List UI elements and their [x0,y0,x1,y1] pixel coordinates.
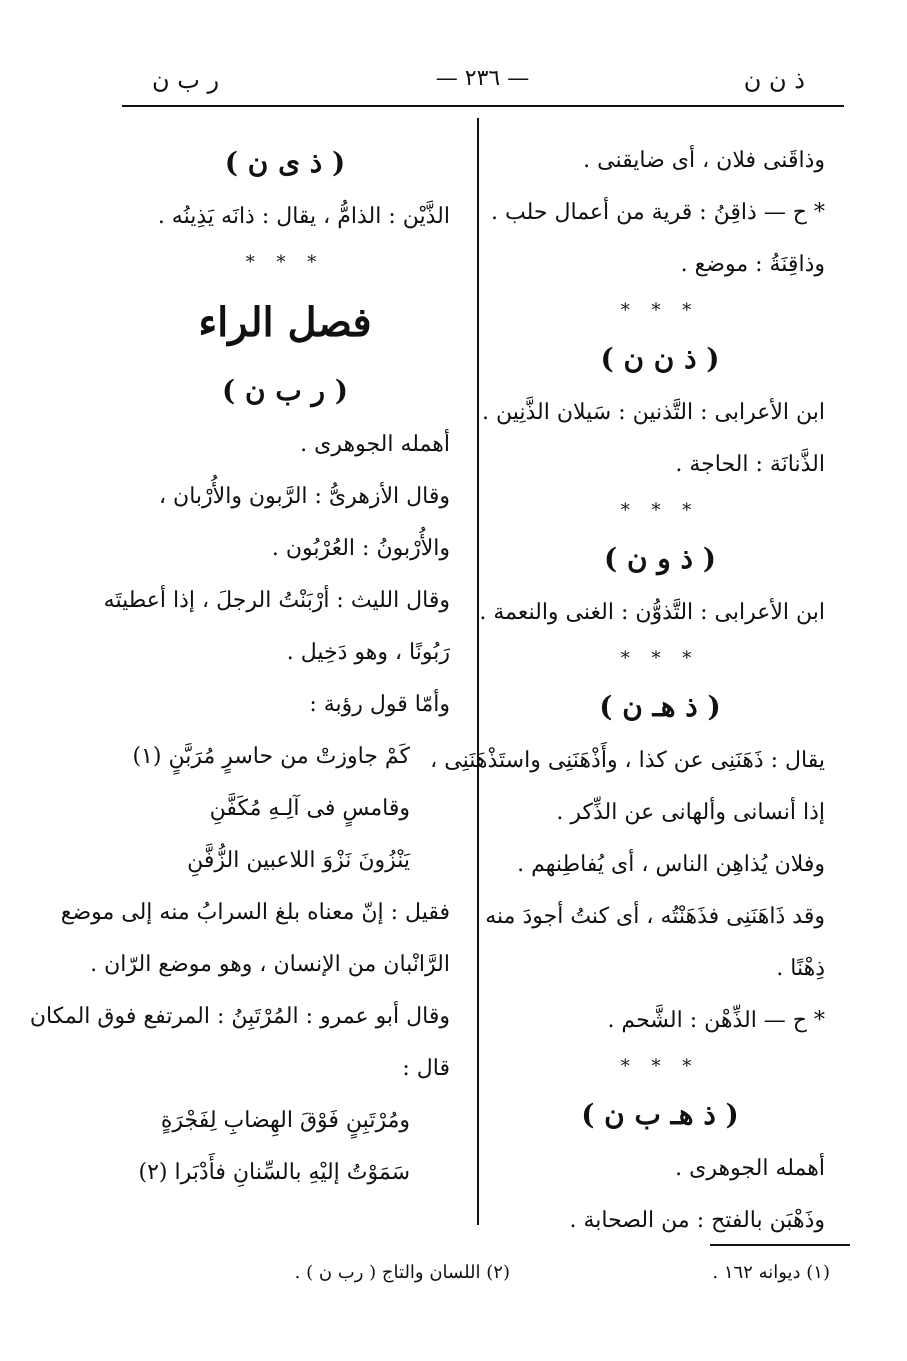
page-header [120,60,845,100]
text-line: * ح — الذِّهْن : الشَّحم . [607,1008,825,1033]
separator-stars: * * * [620,500,700,521]
text-line: ابن الأعرابى : التَّذنين : سَيلان الذَّنِين . [482,400,825,425]
column-divider [477,118,479,1225]
text-line: الذَّنانَة : الحاجة . [675,452,825,477]
footnote-1: (١) ديوانه ١٦٢ . [712,1262,830,1283]
text-line: أهمله الجوهرى . [675,1156,825,1181]
entry-heading: ( ذ هـ ب ن ) [581,1098,739,1131]
text-line: والأُرْبونُ : العُرْبُون . [271,536,450,561]
verse-line: ومُرْتَبِنٍ فَوْقَ الهِضابِ لِفَجْرَةٍ [160,1108,410,1133]
text-line: قال : [402,1056,450,1081]
left-column [29,135,450,1199]
text-line: الرَّانْبان من الإنسان ، وهو موضع الرّان . [90,952,450,977]
right-column [430,135,825,1247]
verse-line: يَنْزُونَ نَزْوَ اللاعبين الزُّفَّنِ [187,848,410,873]
entry-heading: ( ذ هـ ن ) [599,690,721,723]
text-line: رَبُونًا ، وهو دَخِيل . [286,640,450,665]
text-line: وأمّا قول رؤبة : [309,692,450,717]
header-rule [122,105,844,107]
text-line: وقال أبو عمرو : المُرْتَبِنُ : المرتفع فوق المكان [29,1004,450,1029]
verse-line: كَمْ جاوزتْ من حاسرٍ مُرَبَّنٍ (١) [132,744,410,769]
entry-heading: ( ذ و ن ) [603,542,717,575]
text-line: ذِهْنًا . [776,956,825,981]
text-line: وذاقَنى فلان ، أى ضايقنى . [583,148,825,173]
text-line: أهمله الجوهرى . [300,432,450,457]
separator-stars: * * * [245,252,325,273]
verse-line: وقامسٍ فى آلِـهِ مُكَفَّنِ [209,796,410,821]
separator-stars: * * * [620,1056,700,1077]
separator-stars: * * * [620,300,700,321]
text-line: فقيل : إنّ معناه بلغ السرابُ منه إلى موضع [60,900,450,925]
text-line: * ح — ذاقِنُ : قرية من أعمال حلب . [491,200,825,225]
text-line: يقال : ذَهَنَنِى عن كذا ، وأَذْهَنَنِى واستَذْهَنَنِى ، [430,748,825,773]
entry-heading: ( ذ ى ن ) [224,146,346,179]
entry-heading: ( ذ ن ن ) [600,342,720,375]
text-line: وقال الأزهرىُّ : الرَّبون والأُرْبان ، [158,484,450,509]
text-line: إذا أنسانى وألهانى عن الذِّكر . [556,800,825,825]
separator-stars: * * * [620,648,700,669]
text-line: وقال الليث : أرْبَنْتُ الرجلَ ، إذا أعطيتَه [103,588,450,613]
text-line: وذاقِنَةُ : موضع . [680,252,825,277]
footnote-2: (٢) اللسان والتاج ( رب ن ) . [294,1262,510,1283]
text-line: الذَّيْن : الذامُّ ، يقال : ذانَه يَذِينُه . [157,204,450,229]
text-line: وفلان يُذاهِن الناس ، أى يُفاطِنهم . [517,852,825,877]
page-number: — ٢٣٦ — [435,66,530,91]
text-line: وذَهْبَن بالفتح : من الصحابة . [569,1208,825,1233]
section-title: فصل الراء [198,299,372,346]
footnote-rule [710,1244,850,1246]
running-head-right: ذ ن ن [743,66,805,94]
verse-line: سَمَوْتُ إليْهِ بالسِّنانِ فأَدْبَرا (٢) [138,1160,410,1185]
text-line: ابن الأعرابى : التَّذوُّن : الغنى والنعمة . [479,600,825,625]
text-line: وقد ذَاهَنَنِى فذَهَنْتُه ، أى كنتُ أجودَ منه [485,904,825,929]
entry-heading: ( ر ب ن ) [222,374,348,407]
running-head-left: ر ب ن [152,66,220,94]
